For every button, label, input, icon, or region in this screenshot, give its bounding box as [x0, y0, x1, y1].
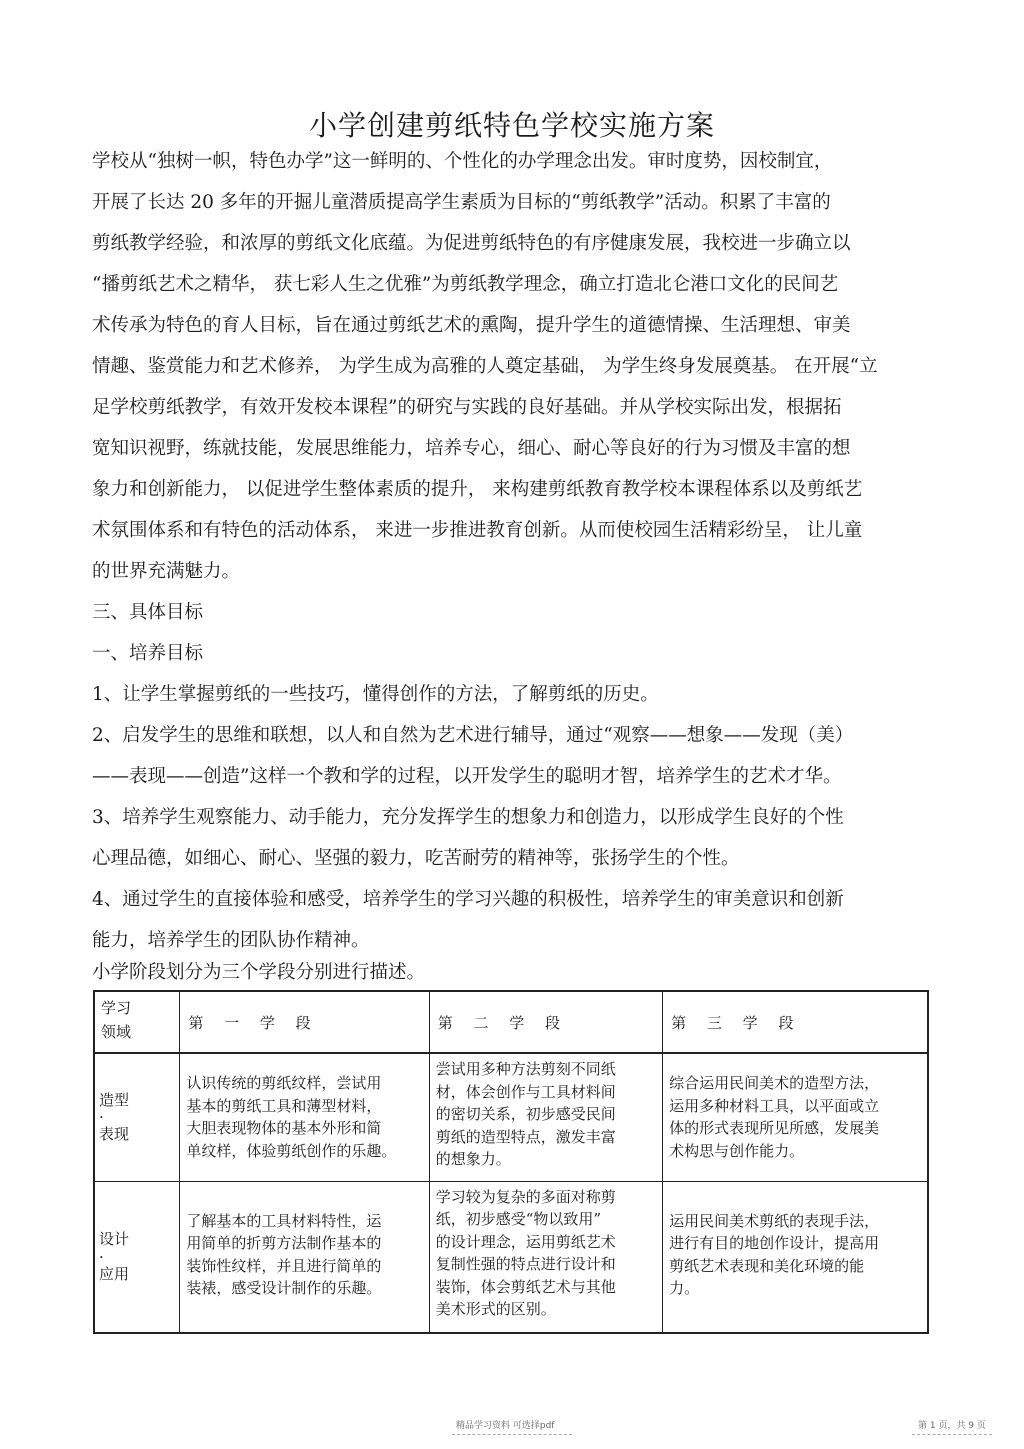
table-cell: 认识传统的剪纸纹样，尝试用 基本的剪纸工具和薄型材料， 大胆表现物体的基本外形和简 单纹样，体验剪纸创作的乐趣。 [180, 1053, 429, 1181]
table-cell: 运用民间美术剪纸的表现手法， 进行有目的地创作设计，提高用 剪纸艺术表现和美化环境的能 力。 [663, 1181, 928, 1333]
paragraph-line: 宽知识视野，练就技能，发展思维能力，培养专心，细心、耐心等良好的行为习惯及丰富的想 [92, 438, 851, 459]
table-domain-cell: 造型 · 表现 [94, 1053, 180, 1181]
table-row [94, 1181, 928, 1333]
table-cell: 学习较为复杂的多面对称剪 纸，初步感受“物以致用” 的设计理念，运用剪纸艺术 复制性强的特点进行设计和 装饰，体会剪纸艺术与其他 美术形式的区别。 [429, 1181, 662, 1333]
paragraph-line: “播剪纸艺术之精华， 获七彩人生之优雅”为剪纸教学理念，确立打造北仑港口文化的民间艺 [92, 274, 839, 295]
paragraph-line: 开展了长达 20 多年的开掘儿童潜质提高学生素质为目标的“剪纸教学”活动。积累了丰富的 [92, 192, 831, 213]
paragraph-line: 足学校剪纸教学，有效开发校本课程”的研究与实践的良好基础。并从学校实际出发，根据拓 [92, 397, 842, 418]
footer-right-divider [912, 1434, 992, 1435]
footer-left-divider [452, 1434, 572, 1435]
goal-line: 心理品德，如细心、耐心、坚强的毅力，吃苦耐劳的精神等，张扬学生的个性。 [92, 848, 740, 869]
footer-page-number: 第 1 页，共 9 页 [918, 1421, 986, 1431]
goal-line: 小学阶段划分为三个学段分别进行描述。 [92, 962, 426, 983]
table-header-domain: 学习 领域 [94, 991, 180, 1053]
table-header-stage-3: 第 三 学 段 [663, 991, 928, 1053]
goal-line: 1、让学生掌握剪纸的一些技巧，懂得创作的方法，了解剪纸的历史。 [92, 684, 659, 705]
table-domain-cell: 设计 · 应用 [94, 1181, 180, 1333]
table-cell: 了解基本的工具材料特性，运 用简单的折剪方法制作基本的 装饰性纹样，并且进行简单的 装裱，感受设计制作的乐趣。 [180, 1181, 429, 1333]
goal-line: 能力，培养学生的团队协作精神。 [92, 930, 370, 951]
document-title: 小学创建剪纸特色学校实施方案 [308, 109, 715, 142]
table-header-stage-1: 第 一 学 段 [180, 991, 429, 1053]
goal-line: 4、通过学生的直接体验和感受，培养学生的学习兴趣的积极性，培养学生的审美意识和创新 [92, 889, 844, 910]
paragraph-line: 术氛围体系和有特色的活动体系， 来进一步推进教育创新。从而使校园生活精彩纷呈， 让儿童 [92, 520, 863, 541]
stage-table [93, 990, 929, 1334]
table-row [94, 1053, 928, 1181]
paragraph-line: 的世界充满魅力。 [92, 561, 241, 582]
goal-line: 3、培养学生观察能力、动手能力，充分发挥学生的想象力和创造力，以形成学生良好的个性 [92, 807, 844, 828]
table-cell: 尝试用多种方法剪刻不同纸 材，体会创作与工具材料间 的密切关系，初步感受民间 剪纸的造型特点，激发丰富 的想象力。 [429, 1053, 662, 1181]
paragraph-line: 术传承为特色的育人目标，旨在通过剪纸艺术的熏陶，提升学生的道德情操、生活理想、审美 [92, 315, 851, 336]
paragraph-line: 学校从“独树一帜，特色办学”这一鲜明的、个性化的办学理念出发。审时度势，因校制宜， [92, 151, 833, 172]
subsection-heading: 一、培养目标 [92, 643, 204, 664]
goal-line: ——表现——创造”这样一个教和学的过程，以开发学生的聪明才智，培养学生的艺术才华。 [92, 766, 842, 787]
section-heading: 三、具体目标 [92, 602, 204, 623]
table-header-row [94, 991, 928, 1053]
table-header-stage-2: 第 二 学 段 [429, 991, 662, 1053]
footer-left-note: 精品学习资料 可选择pdf [456, 1421, 555, 1431]
paragraph-line: 剪纸教学经验，和浓厚的剪纸文化底蕴。为促进剪纸特色的有序健康发展，我校进一步确立以 [92, 233, 851, 254]
table-cell: 综合运用民间美术的造型方法， 运用多种材料工具，以平面或立 体的形式表现所见所感，发展美 术构思与创作能力。 [663, 1053, 928, 1181]
paragraph-line: 情趣、鉴赏能力和艺术修养， 为学生成为高雅的人奠定基础， 为学生终身发展奠基。 在开展“立 [92, 356, 878, 377]
paragraph-line: 象力和创新能力， 以促进学生整体素质的提升， 来构建剪纸教育教学校本课程体系以及剪纸艺 [92, 479, 863, 500]
goal-line: 2、启发学生的思维和联想，以人和自然为艺术进行辅导，通过“观察——想象——发现（美） [92, 725, 854, 746]
